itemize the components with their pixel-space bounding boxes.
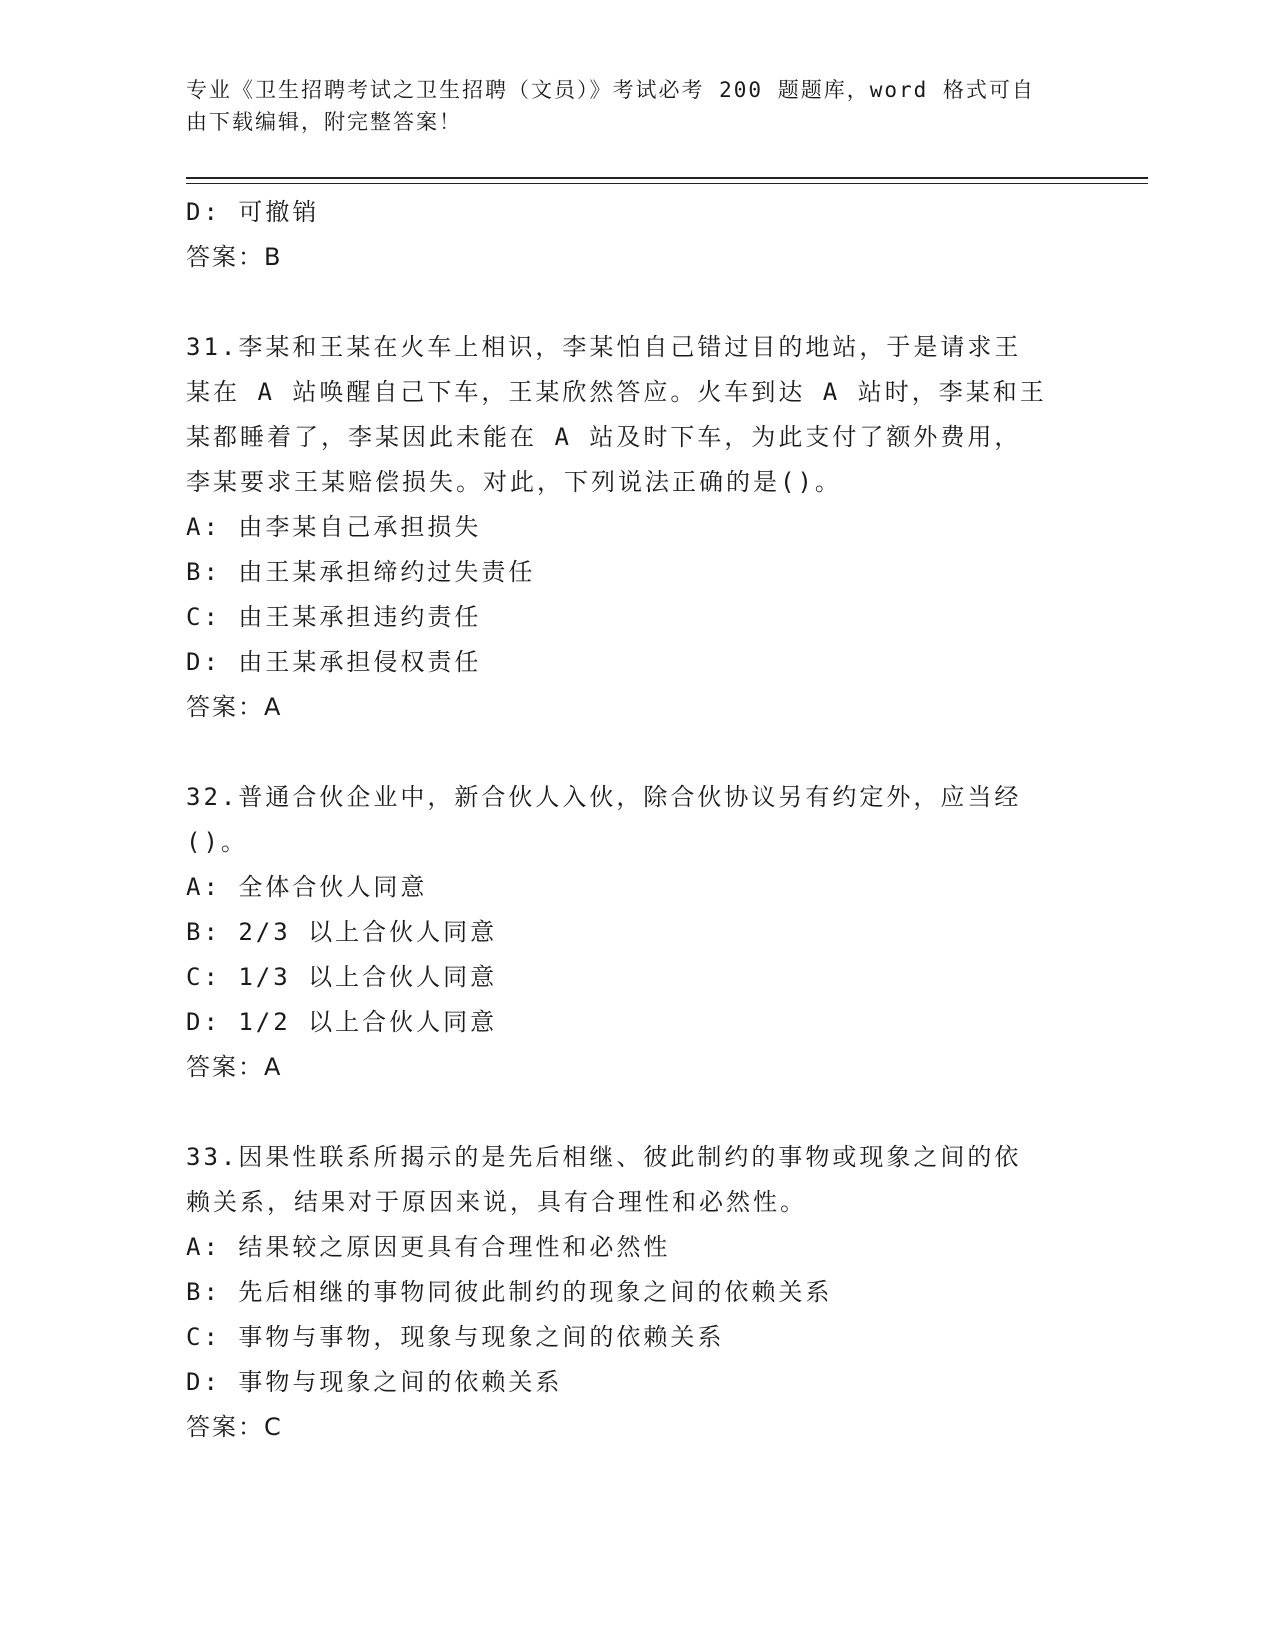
option-b: B: 由王某承担缔约过失责任 [186,558,536,586]
spacer [186,280,1086,325]
question-text-line: 33.因果性联系所揭示的是先后相继、彼此制约的事物或现象之间的依 [186,1143,1022,1171]
question-31 [186,325,1086,730]
question-text-line: ()。 [186,828,248,856]
spacer [186,730,1086,775]
spacer [186,1090,1086,1135]
question-32 [186,775,1086,1090]
question-text-line: 32.普通合伙企业中，新合伙人入伙，除合伙协议另有约定外，应当经 [186,783,1022,811]
answer-label: 答案：A [186,693,283,721]
answer-label: 答案：A [186,1053,283,1081]
option-c: C: 1/3 以上合伙人同意 [186,963,498,991]
question-33 [186,1135,1086,1450]
header-rule-thin [186,183,1148,184]
option-c: C: 由王某承担违约责任 [186,603,482,631]
option-a: A: 全体合伙人同意 [186,873,428,901]
previous-question-tail [186,190,1086,280]
question-text-line: 赖关系，结果对于原因来说，具有合理性和必然性。 [186,1188,807,1216]
answer-label: 答案：B [186,243,283,271]
option-b: B: 先后相继的事物同彼此制约的现象之间的依赖关系 [186,1278,833,1306]
option-b: B: 2/3 以上合伙人同意 [186,918,498,946]
option-d: D: 可撤销 [186,198,320,226]
option-d: D: 1/2 以上合伙人同意 [186,1008,498,1036]
option-d: D: 事物与现象之间的依赖关系 [186,1368,563,1396]
page-header [186,74,1066,138]
option-c: C: 事物与事物，现象与现象之间的依赖关系 [186,1323,725,1351]
option-a: A: 结果较之原因更具有合理性和必然性 [186,1233,671,1261]
header-rule-thick [186,177,1148,179]
question-text-line: 李某要求王某赔偿损失。对此，下列说法正确的是()。 [186,468,842,496]
header-line-1: 专业《卫生招聘考试之卫生招聘（文员）》考试必考 200 题题库，word 格式可自 [186,78,1035,102]
option-a: A: 由李某自己承担损失 [186,513,482,541]
question-text-line: 某都睡着了，李某因此未能在 A 站及时下车，为此支付了额外费用， [186,423,1022,451]
option-d: D: 由王某承担侵权责任 [186,648,482,676]
answer-label: 答案：C [186,1413,283,1441]
question-text-line: 31.李某和王某在火车上相识，李某怕自己错过目的地站，于是请求王 [186,333,1022,361]
question-content [186,190,1086,1450]
question-text-line: 某在 A 站唤醒自己下车，王某欣然答应。火车到达 A 站时，李某和王 [186,378,1047,406]
header-line-2: 由下载编辑，附完整答案！ [186,110,462,134]
